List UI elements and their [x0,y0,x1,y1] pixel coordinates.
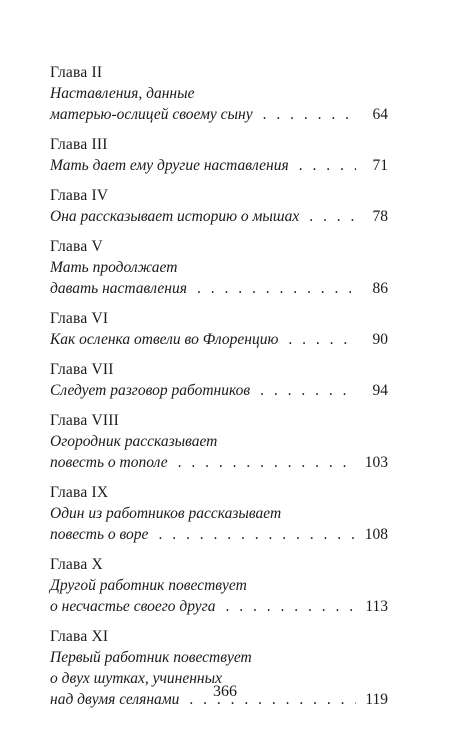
title-line [50,278,388,299]
title-line [50,329,388,350]
chapter-title: повесть о тополе [50,454,168,471]
table-of-contents [50,62,388,719]
title-line [50,524,388,545]
dot-leader [158,524,356,545]
title-line [50,155,388,176]
dot-leader [178,452,356,473]
chapter-title: Следует разговор работников [50,382,251,399]
page-ref: 108 [364,526,388,543]
title-line [50,83,388,104]
page-ref: 71 [372,157,388,174]
chapter-heading: Глава II [50,64,103,81]
title-line [50,431,388,452]
chapter-title: о двух шутках, учиненных [50,670,222,687]
chapter-title: Один из работников рассказывает [50,505,282,522]
chapter-title: Первый работник повествует [50,649,252,666]
chapter-title: о несчастье своего друга [50,598,216,615]
chapter-title: давать наставления [50,280,187,297]
page-ref: 64 [372,106,388,123]
title-line [50,575,388,596]
dot-leader [288,329,356,350]
toc-entry [50,185,388,227]
title-line [50,257,388,278]
chapter-title: матерью-ослицей своему сыну [50,106,253,123]
title-line [50,647,388,668]
page-ref: 103 [364,454,388,471]
title-line [50,206,388,227]
page-ref: 78 [372,208,388,225]
chapter-title: Наставления, данные [50,85,195,102]
title-line [50,596,388,617]
title-line [50,380,388,401]
chapter-heading: Глава IV [50,187,109,204]
chapter-heading: Глава III [50,136,108,153]
chapter-title: Огородник рассказывает [50,433,218,450]
title-line [50,503,388,524]
chapter-heading: Глава VIII [50,412,119,429]
toc-entry [50,134,388,176]
page-ref: 90 [372,331,388,348]
dot-leader [225,596,356,617]
toc-entry [50,359,388,401]
toc-entry [50,482,388,545]
page-number: 366 [213,683,237,700]
title-line [50,104,388,125]
dot-leader [260,380,356,401]
dot-leader [263,104,356,125]
toc-entry [50,236,388,299]
page-ref: 86 [372,280,388,297]
chapter-title: Мать продолжает [50,259,178,276]
page-ref: 119 [365,691,388,708]
chapter-heading: Глава X [50,556,103,573]
dot-leader [299,155,356,176]
chapter-heading: Глава VI [50,310,109,327]
chapter-heading: Глава V [50,238,103,255]
chapter-title: Как осленка отвели во Флоренцию [50,331,279,348]
page-ref: 113 [365,598,388,615]
toc-entry [50,62,388,125]
dot-leader [197,278,356,299]
toc-entry [50,410,388,473]
chapter-heading: Глава XI [50,628,109,645]
chapter-heading: Глава IX [50,484,109,501]
chapter-heading: Глава VII [50,361,114,378]
chapter-title: над двумя селянами [50,691,180,708]
chapter-title: Другой работник повествует [50,577,247,594]
title-line [50,452,388,473]
toc-entry [50,554,388,617]
dot-leader [309,206,356,227]
chapter-title: Мать дает ему другие наставления [50,157,289,174]
chapter-title: Она рассказывает историю о мышах [50,208,300,225]
toc-entry [50,308,388,350]
page-ref: 94 [372,382,388,399]
chapter-title: повесть о воре [50,526,149,543]
